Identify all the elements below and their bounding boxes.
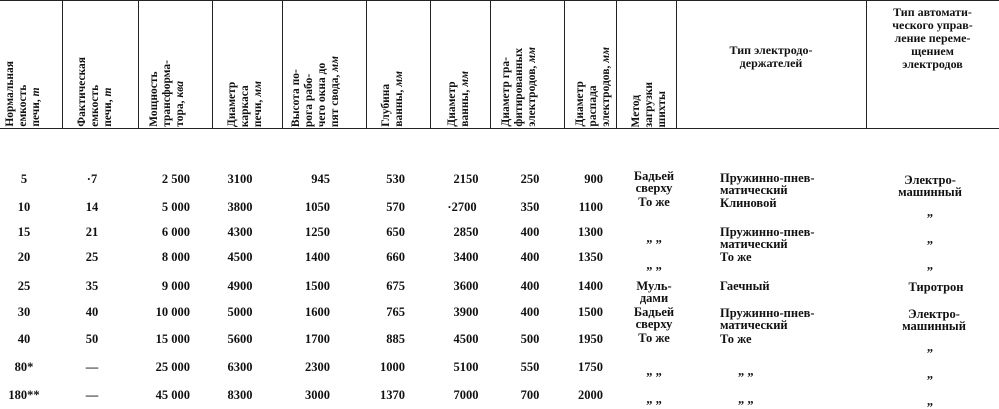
cell-depth: 765	[386, 305, 405, 319]
cell-power: 2 500	[161, 172, 190, 186]
cell-electrode: 400	[520, 225, 540, 239]
cell-electrode: 250	[520, 172, 540, 186]
cell-power: 25 000	[155, 360, 190, 374]
cell-actual: 25	[85, 250, 99, 264]
cell-electrode: 400	[520, 279, 540, 293]
cell-electrode: 700	[520, 388, 540, 402]
column-divider	[366, 0, 367, 128]
cell-height: 2300	[305, 360, 330, 374]
cell-frame: 5000	[227, 305, 253, 319]
cell-spread: 1350	[578, 250, 603, 264]
cell-depth: 1000	[380, 360, 405, 374]
cell-nominal: 15	[17, 225, 31, 239]
cell-loading: „ „	[646, 364, 662, 378]
header-electrode-spread: Диаметр распада электродов, мм	[574, 47, 612, 127]
cell-spread: 1500	[578, 305, 603, 319]
cell-electrode: 400	[520, 305, 540, 319]
cell-loading: Бадьей сверху	[633, 169, 675, 195]
cell-power: 15 000	[155, 332, 190, 346]
cell-automation: „	[926, 205, 934, 219]
cell-holder: Пружинно-пнев- матический	[720, 225, 815, 251]
cell-height: 1400	[305, 250, 330, 264]
cell-bath: 3600	[453, 279, 479, 293]
cell-holder: То же	[720, 250, 752, 264]
cell-frame: 4300	[227, 225, 253, 239]
cell-loading: То же	[638, 195, 670, 209]
header-electrode-diameter: Диаметр гра- фитированных электродов, мм	[500, 47, 538, 127]
header-holder-type: Тип электродо- держателей	[729, 43, 813, 70]
cell-actual: —	[85, 388, 99, 402]
cell-holder: Пружинно-пнев- матический	[720, 171, 815, 197]
cell-height: 1050	[305, 200, 330, 214]
cell-loading: „ „	[646, 258, 662, 272]
cell-bath: 2150	[453, 172, 479, 186]
cell-electrode: 500	[520, 332, 540, 346]
cell-frame: 6300	[227, 360, 253, 374]
cell-holder: „ „	[738, 364, 754, 378]
cell-loading: Муль- дами	[636, 279, 672, 305]
cell-bath: 2850	[453, 225, 479, 239]
column-divider	[282, 0, 283, 128]
column-divider	[564, 0, 565, 128]
cell-spread: 1300	[578, 225, 603, 239]
cell-nominal: 80*	[14, 360, 34, 374]
cell-power: 9 000	[161, 279, 190, 293]
cell-height: 1500	[305, 279, 330, 293]
column-divider	[490, 0, 491, 128]
cell-nominal: 5	[20, 172, 28, 186]
header-top-rule	[0, 0, 999, 1]
cell-actual: ·7	[86, 172, 98, 186]
cell-frame: 8300	[227, 388, 253, 402]
cell-height: 1250	[305, 225, 330, 239]
cell-spread: 1400	[578, 279, 603, 293]
cell-automation: „	[926, 394, 934, 408]
cell-power: 45 000	[155, 388, 190, 402]
cell-automation: „	[926, 258, 934, 272]
header-transformer-power: Мощность трансформа- тора, ква	[148, 60, 186, 127]
cell-loading: Бадьей сверху	[633, 305, 675, 331]
cell-nominal: 40	[17, 332, 31, 346]
cell-depth: 570	[386, 200, 405, 214]
cell-actual: —	[85, 360, 99, 374]
cell-automation: Электро- машинный	[898, 173, 962, 199]
cell-nominal: 10	[17, 200, 31, 214]
cell-depth: 675	[386, 279, 405, 293]
cell-spread: 1950	[578, 332, 603, 346]
cell-actual: 40	[85, 305, 99, 319]
cell-depth: 650	[386, 225, 405, 239]
cell-automation: Тиротрон	[908, 280, 964, 294]
cell-depth: 660	[386, 250, 405, 264]
cell-frame: 4500	[227, 250, 253, 264]
column-divider	[212, 0, 213, 128]
cell-frame: 4900	[227, 279, 253, 293]
cell-holder: „ „	[738, 392, 754, 406]
header-loading-method: Метод загрузки шихты	[630, 81, 668, 127]
cell-loading: То же	[638, 331, 670, 345]
cell-nominal: 30	[17, 305, 31, 319]
column-divider	[62, 0, 63, 128]
header-nominal-capacity: Нормальная емкость печи, т	[4, 61, 42, 127]
cell-holder: То же	[720, 332, 752, 346]
cell-actual: 21	[85, 225, 99, 239]
cell-height: 1700	[305, 332, 330, 346]
cell-depth: 530	[386, 172, 405, 186]
cell-height: 1600	[305, 305, 330, 319]
cell-bath: ·2700	[447, 200, 477, 214]
cell-spread: 1100	[578, 200, 603, 214]
column-divider	[430, 0, 431, 128]
cell-bath: 3900	[453, 305, 479, 319]
cell-frame: 3800	[227, 200, 253, 214]
cell-spread: 2000	[578, 388, 603, 402]
cell-holder: Гаечный	[720, 279, 770, 293]
cell-power: 10 000	[155, 305, 190, 319]
cell-bath: 4500	[453, 332, 479, 346]
cell-height: 945	[311, 172, 330, 186]
cell-automation: Электро- машинный	[902, 307, 966, 333]
column-divider	[616, 0, 617, 128]
cell-electrode: 400	[520, 250, 540, 264]
cell-actual: 14	[85, 200, 99, 214]
cell-electrode: 350	[520, 200, 540, 214]
cell-loading: „ „	[646, 231, 662, 245]
column-divider	[138, 0, 139, 128]
cell-bath: 5100	[453, 360, 479, 374]
header-bath-diameter: Диаметр ванны, мм	[446, 71, 471, 127]
header-automation-type: Тип автомати- ческого управ- ление переме- щением электродов	[892, 5, 973, 71]
header-frame-diameter: Диаметр каркаса печи, мм	[226, 80, 264, 127]
cell-bath: 7000	[453, 388, 479, 402]
cell-loading: „ „	[646, 392, 662, 406]
cell-spread: 900	[584, 172, 603, 186]
cell-automation: „	[926, 367, 934, 381]
header-actual-capacity: Фактическая емкость печи, т	[76, 57, 114, 127]
cell-actual: 50	[85, 332, 99, 346]
cell-depth: 885	[386, 332, 405, 346]
cell-spread: 1750	[578, 360, 603, 374]
cell-power: 5 000	[161, 200, 190, 214]
cell-frame: 5600	[227, 332, 253, 346]
cell-frame: 3100	[227, 172, 253, 186]
cell-depth: 1370	[380, 388, 405, 402]
cell-power: 8 000	[161, 250, 190, 264]
cell-nominal: 25	[17, 279, 31, 293]
cell-electrode: 550	[520, 360, 540, 374]
cell-automation: „	[926, 340, 934, 354]
header-bath-depth: Глубина ванны, мм	[380, 71, 405, 127]
cell-automation: „	[926, 232, 934, 246]
cell-power: 6 000	[161, 225, 190, 239]
header-bottom-rule	[0, 128, 999, 129]
cell-nominal: 180**	[8, 388, 40, 402]
cell-holder: Клиновой	[720, 196, 777, 210]
cell-height: 3000	[305, 388, 330, 402]
cell-nominal: 20	[17, 250, 31, 264]
cell-holder: Пружинно-пнев- матический	[720, 306, 815, 332]
cell-bath: 3400	[453, 250, 479, 264]
header-threshold-height: Высота по- рога рабо- чего окна до пят свода, мм	[290, 55, 341, 127]
cell-actual: 35	[85, 279, 99, 293]
